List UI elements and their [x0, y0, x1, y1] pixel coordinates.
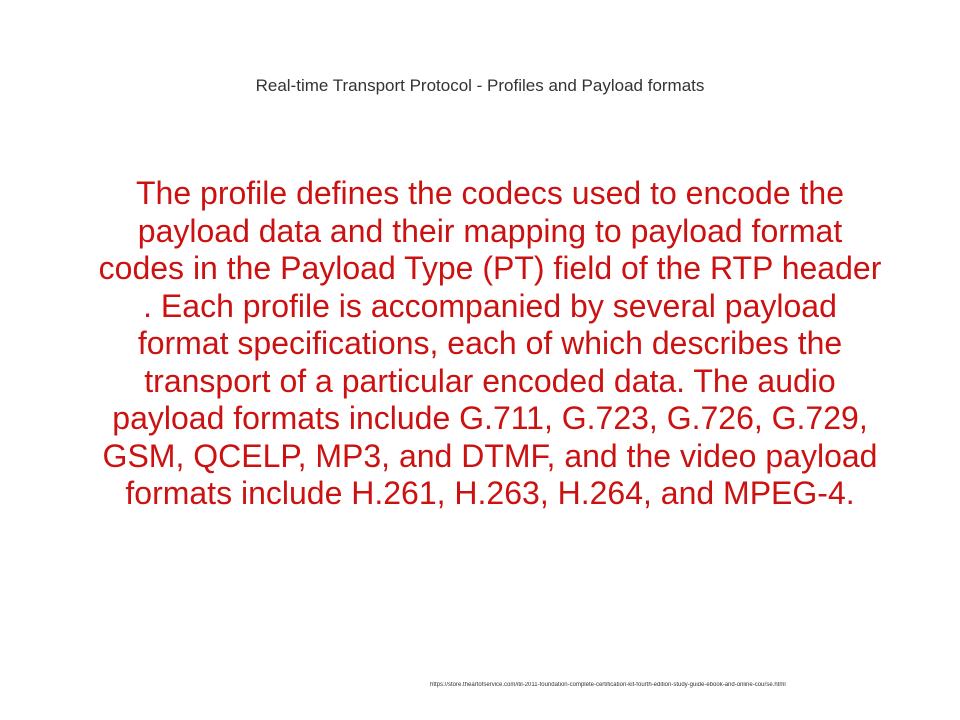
source-url: https://store.theartofservice.com/itil-2011-foundation-complete-certification-kit-fourth-edition-study-guide-ebook-and-online-course.html — [430, 682, 786, 688]
slide-title: Real-time Transport Protocol - Profiles and Payload formats — [255, 76, 705, 95]
slide-body-text: The profile defines the codecs used to encode the payload data and their mapping to payload format codes in the Payload Type (PT) field of the RTP header . Each profile is accompanied by several payload format specifications, each of which describes the transport of a particular encoded data. The audio payload formats include G.711, G.723, G.726, G.729, GSM, QCELP, MP3, and DTMF, and the video payload formats include H.261, H.263, H.264, and MPEG-4. — [98, 175, 882, 511]
